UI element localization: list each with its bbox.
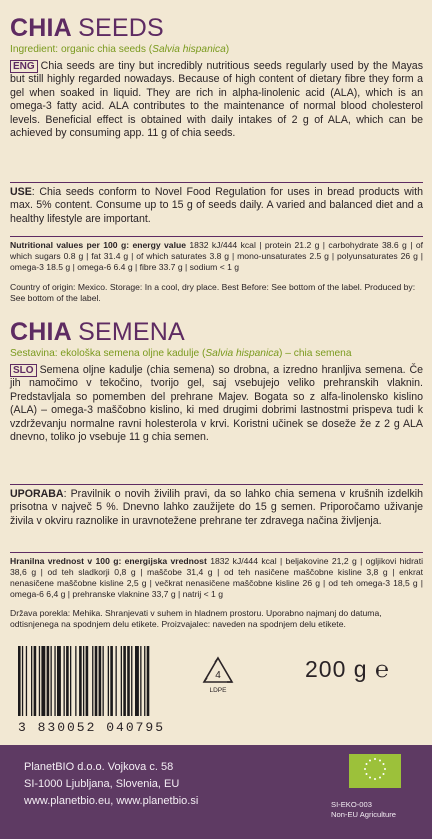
use-en: [10, 186, 423, 226]
divider: [10, 552, 423, 553]
footer-line-2: SI-1000 Ljubljana, Slovenia, EU: [24, 778, 180, 790]
barcode-bar: [66, 646, 69, 716]
ingredient-en-suffix: ): [225, 44, 230, 55]
barcode-bar: [140, 646, 141, 716]
section-slovenian: [10, 318, 423, 444]
barcode-bar: [34, 646, 37, 716]
use-sl-label: UPORABA: [10, 488, 64, 500]
barcode-bar: [131, 646, 132, 716]
barcode-bar: [116, 646, 117, 716]
barcode-bar: [99, 646, 102, 716]
title-en: [10, 14, 423, 42]
lang-badge-sl: SLO: [10, 364, 37, 377]
barcode-bar: [22, 646, 23, 716]
barcode-bar: [95, 646, 98, 716]
origin-sl: [10, 608, 423, 630]
barcode-bar: [135, 646, 139, 716]
nutrition-sl-values: 1832 kJ/444 kcal | beljakovine 21,2 g | ogljikovi hidrati 38,6 g | od teh sladkorji 0,8 g | maščobe 31,4 g | od teh nasičene maščobne kisline 3,8 g | enkrat nenasičene maščobne kisline 2,5 g | večkrat nenasičene maščobne kisline 26 g | od teh omega-3 18,5 g | omega-6 6,4 g | prehranske vlaknine 33,7 g | natrij < 1 g: [10, 556, 424, 599]
barcode-bar: [39, 646, 40, 716]
recycle-code: 4: [215, 670, 221, 681]
barcode-bar: [108, 646, 109, 716]
ingredient-en-latin: Salvia hispanica: [152, 44, 226, 55]
barcode-bar: [127, 646, 130, 716]
use-en-label: USE: [10, 186, 32, 198]
barcode-bar: [57, 646, 61, 716]
eu-code-line-1: SI-EKO-003: [331, 800, 372, 809]
nutrition-en-label: Nutritional values per 100 g: energy value: [10, 240, 186, 250]
barcode-bar: [31, 646, 32, 716]
description-en-text: Chia seeds are tiny but incredibly nutritious seeds regularly used by the Mayas but still highly regarded nowadays. Because of high content of dietary fibre they form a gel when soaked in liquid. They are rich in alpha-linolenic acid (ALA), which is an omega-3 fatty acid. ALA contributes to the maintenance of normal blood cholesterol levels. Beneficial effect is obtained with daily intakes of 2 g of ALA, which can be achieved by consuming app. 11 g of chia seeds.: [10, 60, 423, 140]
barcode-bar: [144, 646, 145, 716]
ingredient-sl-suffix: ) – chia semena: [279, 348, 352, 359]
barcode-bar: [92, 646, 93, 716]
barcode-bar: [26, 646, 27, 716]
description-sl-text: Semena oljne kadulje (chia semena) so drobna, a izredno hranljiva semena. Če jih namočimo v tekočino, tvorijo gel, saj vsebujejo veliko prehranskih vlaknin. Predstavljala so pomemben del prehrane Majev. Bogata so z alfa-linolensko kislino (ALA) – omega-3 maščobno kislino, ki med drugimi dobrimi lastnostmi prispeva tudi k vzdrževanju normalne ravni holesterola v krvi. Koristni učinek se doseže že z 2 g ALA dnevno, toliko jo vsebuje 11 g chia semen.: [10, 364, 423, 444]
barcode-bar: [103, 646, 104, 716]
divider: [10, 484, 423, 485]
origin-sl-text: Država porekla: Mehika. Shranjevati v suhem in hladnem prostoru. Uporabno najmanj do datuma, odtisnjenega na spodnjem delu etikete. Proizvajalec: naveden na spodnjem delu etikete.: [10, 608, 382, 629]
use-sl: [10, 488, 423, 528]
barcode-bar: [121, 646, 122, 716]
barcode-bar: [41, 646, 45, 716]
title-sl-light: SEMENA: [78, 318, 185, 346]
footer-website[interactable]: www.planetbio.eu, www.planetbio.si: [24, 795, 199, 807]
description-en: [10, 60, 423, 140]
eu-code-line-2: Non-EU Agriculture: [331, 810, 396, 819]
nutrition-en: [10, 240, 423, 273]
recycle-icon: [201, 655, 235, 695]
barcode-bar: [18, 646, 21, 716]
ingredient-sl-latin: Salvia hispanica: [205, 348, 279, 359]
use-sl-text: : Pravilnik o novih živilih pravi, da so lahko chia semena v krušnih izdelkih prisotna v največ 5 %. Dnevno lahko zaužijete do 15 g semen. Priporočamo uživanje živila v okviru raznolike in uravnotežene prehrane ter zdravega načina življenja.: [10, 488, 423, 527]
barcode-bar: [47, 646, 50, 716]
lang-badge-en: ENG: [10, 60, 38, 73]
description-sl: [10, 364, 423, 444]
title-en-bold: CHIA: [10, 14, 71, 42]
ingredient-en-prefix: Ingredient: organic chia seeds (: [10, 44, 153, 55]
divider: [10, 236, 423, 237]
eu-organic-leaf-icon: [349, 754, 401, 788]
barcode-bar: [75, 646, 76, 716]
barcode-bar: [110, 646, 113, 716]
barcode-bar: [83, 646, 84, 716]
barcode-number: 3 830052 040795: [18, 720, 166, 735]
title-en-light: SEEDS: [78, 14, 164, 42]
nutrition-sl-label: Hranilna vrednost v 100 g: energijska vrednost: [10, 556, 207, 566]
barcode-bar: [70, 646, 71, 716]
barcode-bar: [54, 646, 55, 716]
use-en-text: : Chia seeds conform to Novel Food Regulation for uses in bread products with max. 5% content. Consume up to 15 g of seeds daily. A varied and balanced diet and a healthy lifestyle are important.: [10, 186, 423, 225]
origin-en: [10, 282, 423, 304]
footer-line-1: PlanetBIO d.o.o. Vojkova c. 58: [24, 761, 174, 773]
barcode-bar: [123, 646, 126, 716]
divider: [10, 182, 423, 183]
barcode-bar: [147, 646, 150, 716]
title-sl-bold: CHIA: [10, 318, 71, 346]
title-sl: [10, 318, 423, 346]
barcode-bar: [51, 646, 52, 716]
recycle-label: LDPE: [209, 687, 227, 694]
eu-code: [331, 800, 396, 820]
net-weight: 200 g ℮: [305, 656, 390, 682]
origin-en-text: Country of origin: Mexico. Storage: In a cool, dry place. Best Before: See bottom of the label. Produced by: See bottom of the label.: [10, 282, 416, 303]
footer: [0, 745, 432, 839]
barcode-bar: [79, 646, 82, 716]
barcode: [10, 642, 196, 732]
ingredient-en: [10, 43, 423, 56]
section-english: [10, 14, 423, 140]
barcode-bar: [86, 646, 89, 716]
ingredient-sl: [10, 347, 423, 360]
nutrition-sl: [10, 556, 423, 600]
footer-address: [24, 759, 198, 810]
ingredient-sl-prefix: Sestavina: ekološka semena oljne kadulje (: [10, 348, 206, 359]
barcode-bar: [64, 646, 65, 716]
nutrition-en-values: 1832 kJ/444 kcal | protein 21.2 g | carbohydrate 38.6 g | of which sugars 0.8 g | fat 31.4 g | of which saturates 3.8 g | mono-unsaturates 2.5 g | polyunsaturates 26 g | omega-3 18.5 g | omega-6 6.4 g | fibre 33.7 g | sodium < 1 g: [10, 240, 424, 272]
